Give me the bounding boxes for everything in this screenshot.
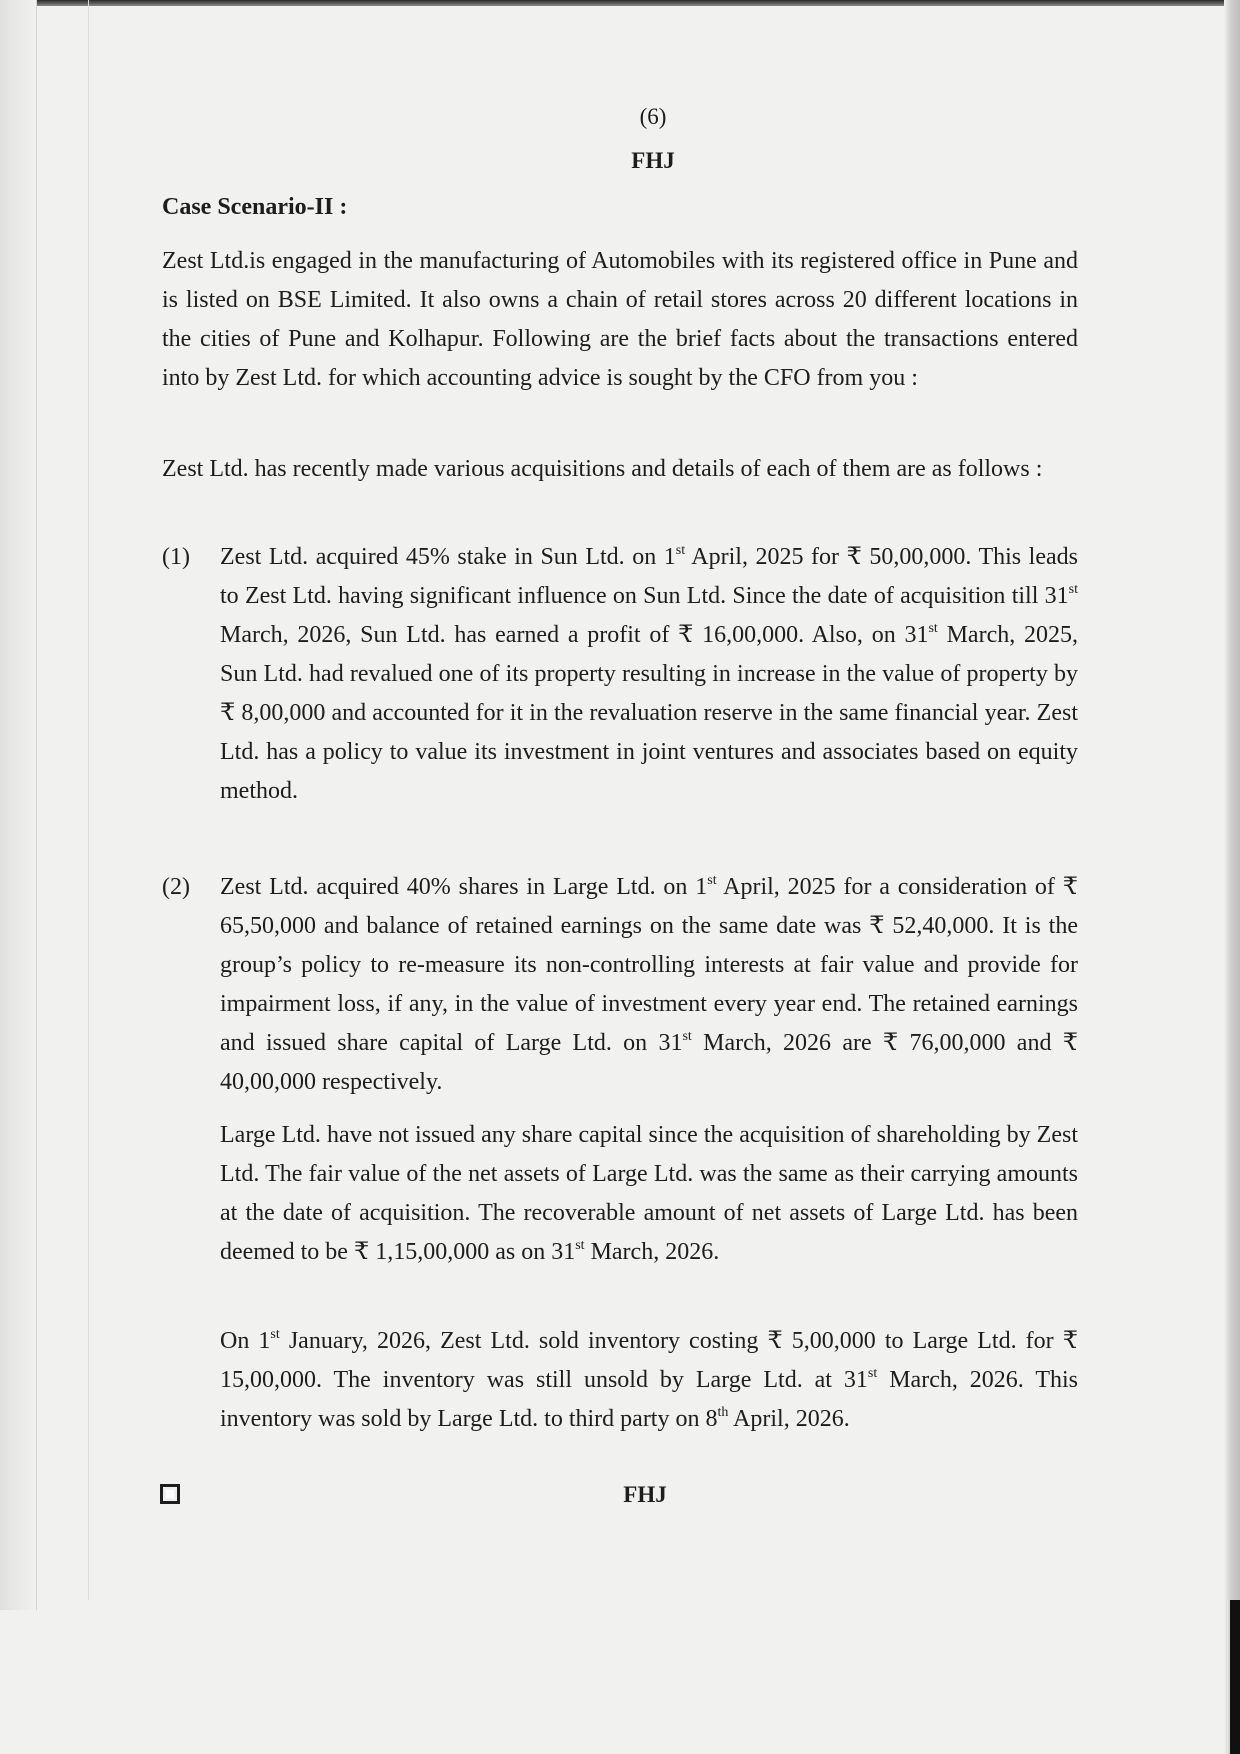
acquisitions-intro-paragraph: Zest Ltd. has recently made various acquisitions and details of each of them are as follows : bbox=[162, 456, 1043, 482]
scan-fold-line bbox=[88, 0, 89, 1600]
list-item-number: (2) bbox=[162, 874, 190, 900]
list-item-2-paragraph-3: On 1st January, 2026, Zest Ltd. sold inventory costing ₹ 5,00,000 to Large Ltd. for ₹ 15,00,000. The inventory was still unsold by Large Ltd. at 31st March, 2026. This inventory was sold by Large Ltd. to third party on 8th April, 2026. bbox=[220, 1327, 1078, 1432]
list-item-text: Zest Ltd. acquired 40% shares in Large Ltd. on 1st April, 2025 for a consideration of ₹ 65,50,000 and balance of retained earnings on the same date was ₹ 52,40,000. It is the group’s policy to re-measure its non-controlling interests at fair value and provide for impairment loss, if any, in the value of investment every year end. The retained earnings and issued share capital of Large Ltd. on 31st March, 2026 are ₹ 76,00,000 and ₹ 40,00,000 respectively. bbox=[220, 873, 1079, 1095]
list-item-text: Zest Ltd. acquired 45% stake in Sun Ltd. on 1st April, 2025 for ₹ 50,00,000. This leads to Zest Ltd. having significant influence on Sun Ltd. Since the date of acquisition till 31st March, 2026, Sun Ltd. has earned a profit of ₹ 16,00,000. Also, on 31st March, 2025, Sun Ltd. had revalued one of its property resulting in increase in the value of property by ₹ 8,00,000 and accounted for it in the revaluation reserve in the same financial year. Zest Ltd. has a policy to value its investment in joint ventures and associates based on equity method. bbox=[220, 543, 1078, 804]
case-intro-paragraph: Zest Ltd.is engaged in the manufacturing of Automobiles with its registered office in Pune and is listed on BSE Limited. It also owns a chain of retail stores across 20 different locations in the cities of Pune and Kolhapur. Following are the brief facts about the transactions entered into by Zest Ltd. for which accounting advice is sought by the CFO from you : bbox=[162, 248, 1078, 391]
list-item-number: (1) bbox=[162, 544, 190, 570]
scan-edge-top bbox=[0, 0, 1240, 6]
scan-edge-right-shadow bbox=[1230, 1600, 1240, 1754]
page-number: (6) bbox=[639, 104, 667, 129]
paper-code-header: FHJ bbox=[631, 148, 675, 173]
paper-code-footer: FHJ bbox=[623, 1482, 667, 1507]
case-scenario-heading: Case Scenario-II : bbox=[162, 194, 348, 220]
scan-edge-left bbox=[0, 0, 37, 1610]
list-item-2-paragraph-2: Large Ltd. have not issued any share capital since the acquisition of shareholding by Zest Ltd. The fair value of the net assets of Large Ltd. was the same as their carrying amounts at the date of acquisition. The recoverable amount of net assets of Large Ltd. has been deemed to be ₹ 1,15,00,000 as on 31st March, 2026. bbox=[220, 1122, 1078, 1265]
